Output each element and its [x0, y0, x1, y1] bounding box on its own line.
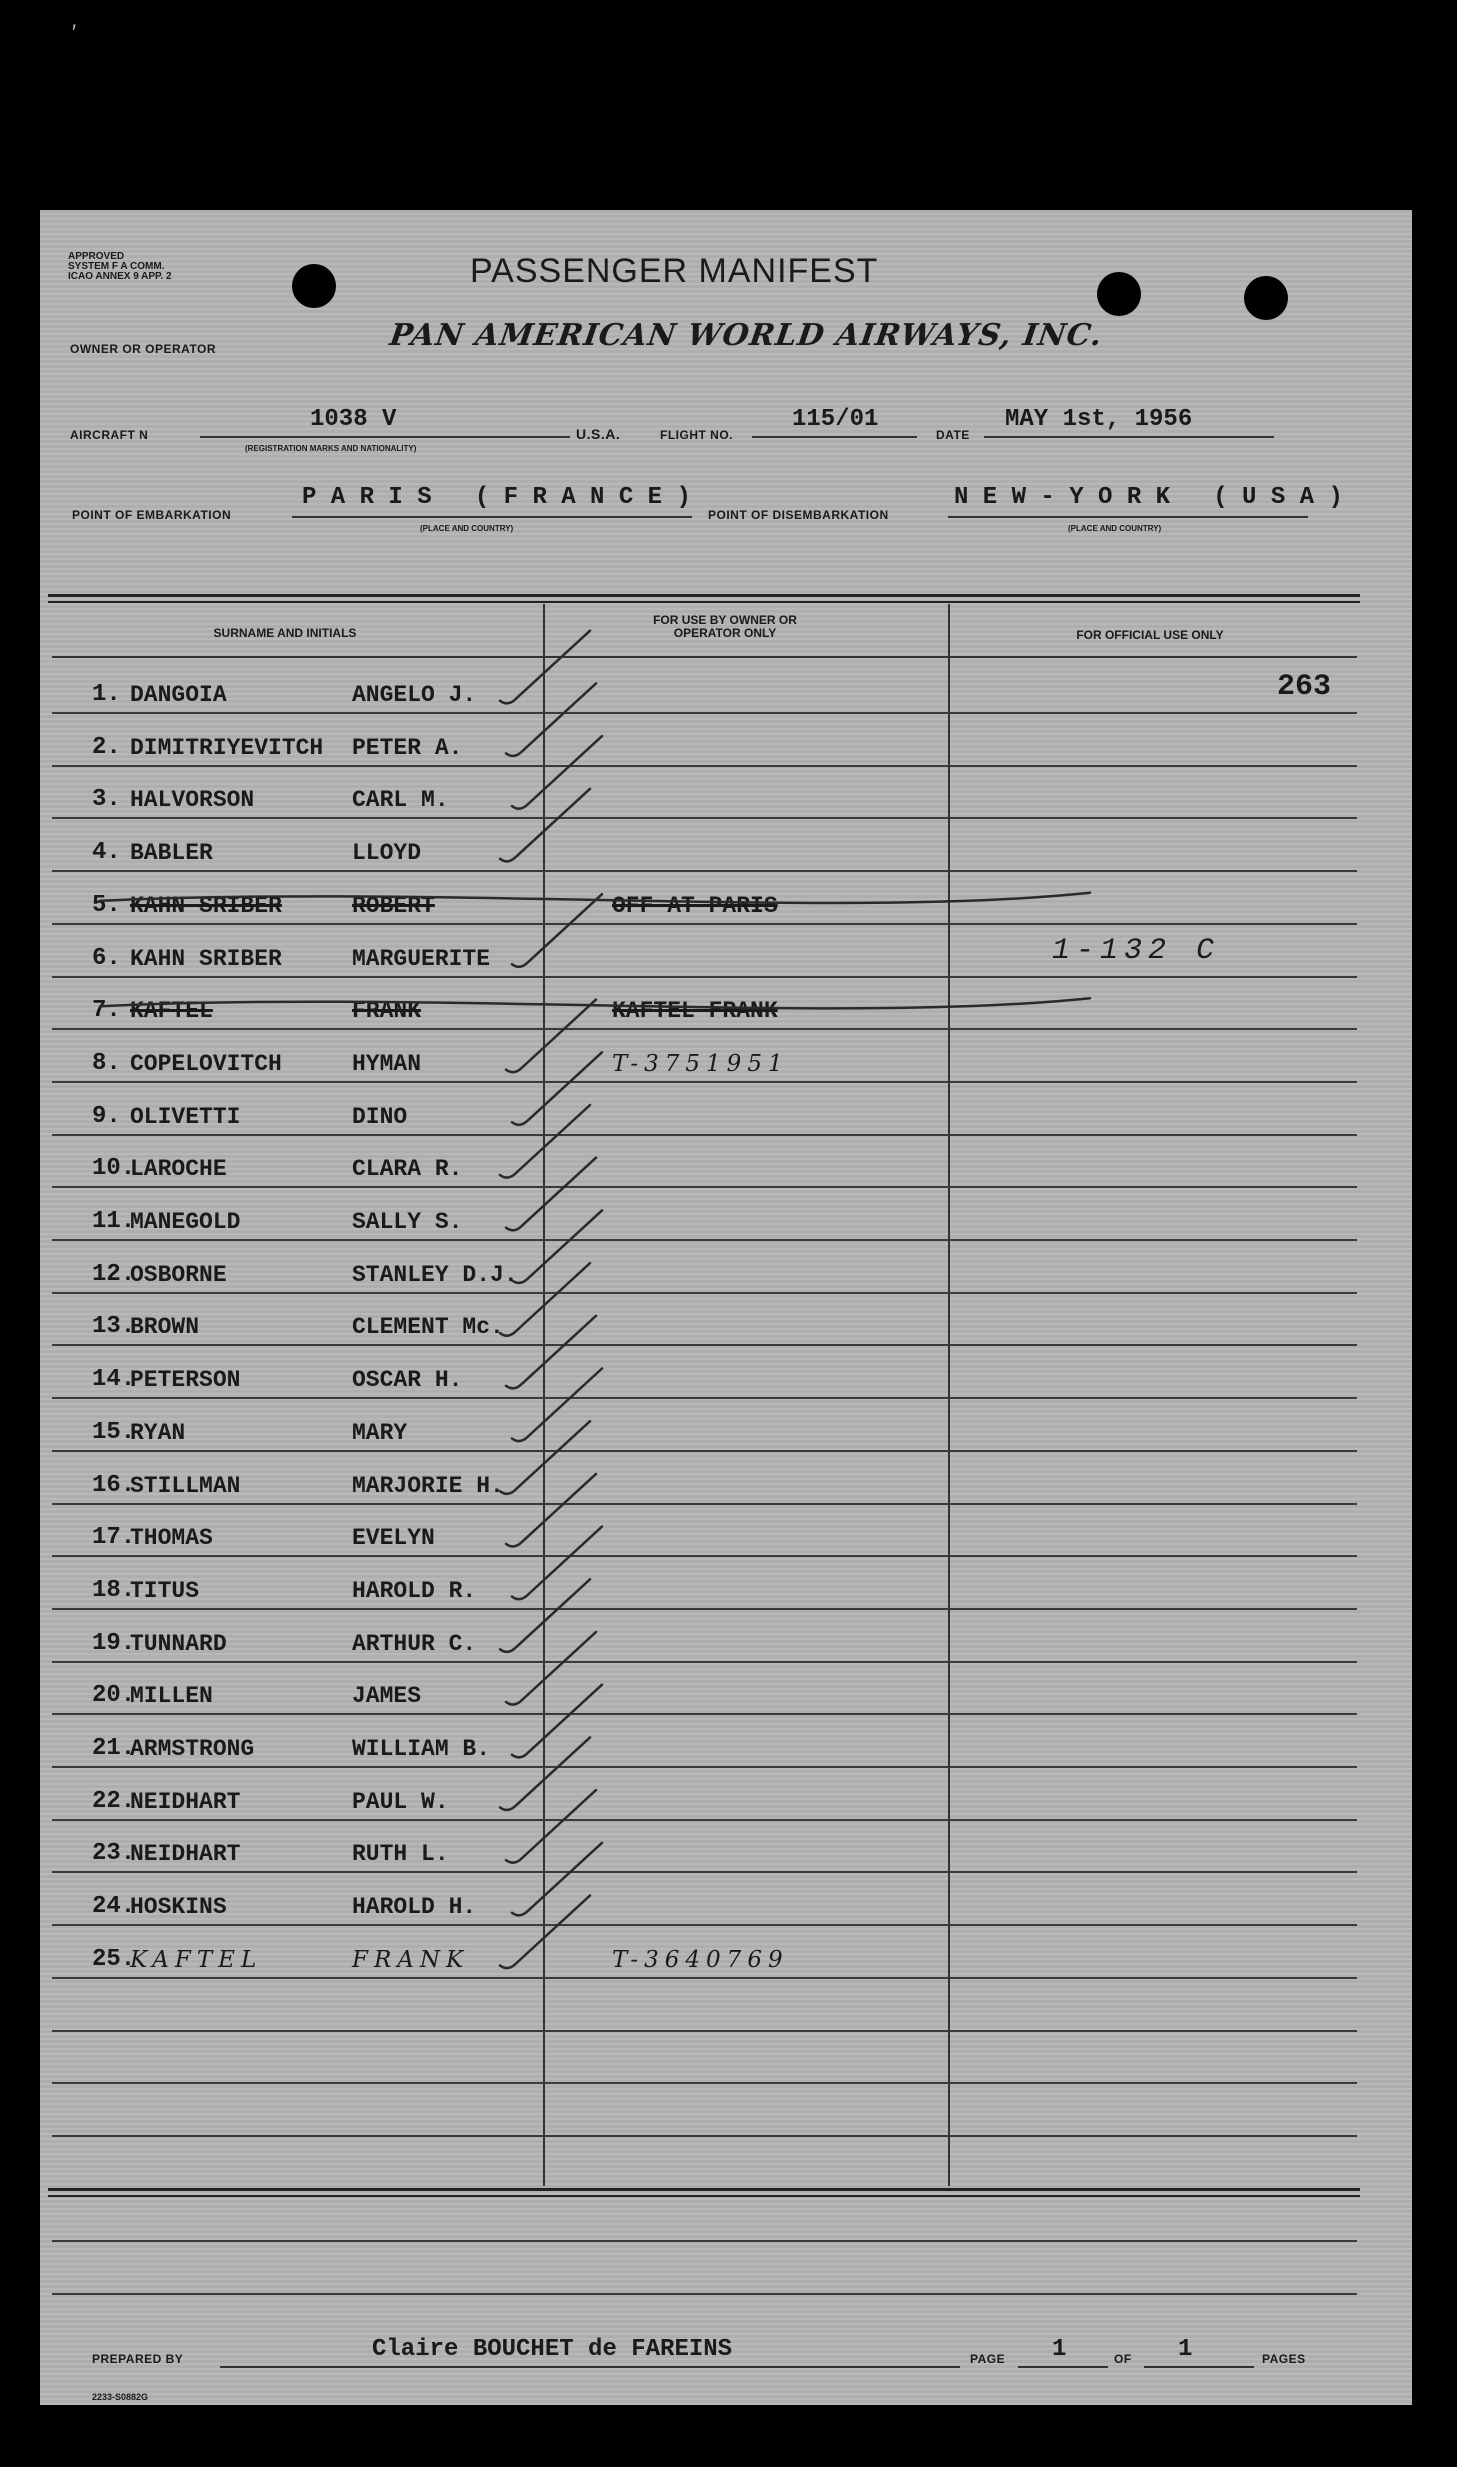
of-label: OF: [1114, 2352, 1132, 2366]
passenger-surname: BROWN: [130, 1314, 200, 1341]
row-number: 18.: [92, 1576, 136, 1604]
passenger-surname: MANEGOLD: [130, 1209, 241, 1235]
passenger-initials: STANLEY D.J.: [352, 1261, 518, 1288]
page-value: 1: [1052, 2336, 1067, 2363]
table-row: [52, 1240, 1357, 1294]
corner-mark: ′: [72, 20, 77, 45]
row-number: 20.: [92, 1682, 136, 1710]
table-row: [52, 2241, 1357, 2295]
row-number: 7.: [92, 997, 121, 1025]
passenger-surname: PETERSON: [130, 1367, 241, 1394]
page-label: PAGE: [970, 2352, 1006, 2366]
owner-use-note: OFF AT PARIS: [612, 892, 778, 919]
embarkation-value: P A R I S ( F R A N C E ): [302, 484, 691, 511]
disembarkation-line: [948, 516, 1308, 518]
form-number: 2233-S0882G: [92, 2392, 149, 2402]
approval-line: ICAO ANNEX 9 APP. 2: [68, 271, 172, 282]
passenger-initials: HAROLD R.: [352, 1577, 477, 1604]
passenger-surname: THOMAS: [130, 1525, 213, 1552]
column-header-owner-use: FOR USE BY OWNER OR OPERATOR ONLY: [653, 613, 797, 640]
table-row: [52, 2030, 1357, 2084]
passenger-initials: HYMAN: [352, 1050, 422, 1077]
row-number: 2.: [92, 733, 121, 761]
punch-hole-left: [292, 264, 336, 308]
aircraft-line: [200, 436, 570, 438]
row-number: 4.: [92, 839, 121, 867]
passenger-surname: NEIDHART: [130, 1788, 241, 1815]
passenger-surname: KAFTEL: [130, 1946, 263, 1973]
table-row: [52, 1082, 1357, 1136]
row-number: 24.: [92, 1893, 136, 1921]
passenger-surname: MILLEN: [130, 1683, 213, 1710]
passenger-initials: ANGELO J.: [352, 682, 477, 708]
row-number: 17.: [92, 1524, 136, 1552]
of-value: 1: [1178, 2336, 1193, 2363]
passenger-initials: MARY: [352, 1419, 408, 1446]
passenger-surname: OSBORNE: [130, 1261, 227, 1288]
passenger-initials: CLARA R.: [352, 1156, 463, 1183]
table-row: [52, 976, 1357, 1030]
passenger-initials: ROBERT: [352, 892, 435, 919]
date-value: MAY 1st, 1956: [1005, 406, 1193, 433]
passenger-surname: DANGOIA: [130, 682, 227, 708]
table-row: [52, 2136, 1357, 2190]
official-use-note: 263: [1277, 670, 1332, 704]
passenger-surname: TUNNARD: [130, 1630, 227, 1657]
passenger-initials: CLEMENT Mc.: [352, 1314, 504, 1341]
passenger-initials: EVELYN: [352, 1525, 435, 1552]
header-bottom-rule: [52, 656, 1357, 658]
table-row: [52, 1451, 1357, 1505]
passenger-initials: MARGUERITE: [352, 945, 491, 972]
table-row: [52, 713, 1357, 767]
of-line: [1144, 2366, 1254, 2368]
row-number: 6.: [92, 944, 121, 972]
passenger-surname: COPELOVITCH: [130, 1050, 282, 1077]
row-number: 21.: [92, 1735, 136, 1762]
column-header-official-use: FOR OFFICIAL USE ONLY: [1076, 628, 1224, 642]
row-number: 9.: [92, 1102, 121, 1130]
passenger-initials: HAROLD H.: [352, 1894, 477, 1921]
row-number: 22.: [92, 1787, 136, 1815]
passenger-surname: HALVORSON: [130, 787, 255, 814]
row-number: 3.: [92, 786, 121, 814]
passenger-initials: ARTHUR C.: [352, 1630, 477, 1657]
row-number: 12.: [92, 1260, 136, 1288]
date-line: [984, 436, 1274, 438]
table-row: [52, 660, 1357, 714]
table-row: [52, 1556, 1357, 1610]
passenger-surname: LAROCHE: [130, 1156, 227, 1183]
passenger-initials: WILLIAM B.: [352, 1736, 491, 1762]
passenger-initials: RUTH L.: [352, 1841, 449, 1868]
passenger-initials: DINO: [352, 1103, 408, 1130]
disembarkation-value: N E W - Y O R K ( U S A ): [954, 484, 1343, 511]
page-title: PASSENGER MANIFEST: [470, 252, 879, 290]
airline-name: PAN AMERICAN WORLD AIRWAYS, INC.: [387, 318, 1105, 353]
flight-value: 115/01: [792, 406, 879, 433]
row-number: 13.: [92, 1313, 136, 1341]
passenger-initials: JAMES: [352, 1683, 422, 1710]
passenger-surname: OLIVETTI: [130, 1103, 241, 1130]
passenger-surname: NEIDHART: [130, 1841, 241, 1868]
row-number: 1.: [92, 681, 121, 708]
aircraft-label: AIRCRAFT N: [70, 428, 149, 442]
passenger-initials: FRANK: [352, 1946, 470, 1973]
passenger-surname: ARMSTRONG: [130, 1736, 255, 1762]
table-row: [52, 1661, 1357, 1715]
pages-label: PAGES: [1262, 2352, 1306, 2366]
table-row: [52, 1925, 1357, 1979]
table-row: [52, 1187, 1357, 1241]
row-number: 19.: [92, 1629, 136, 1657]
prepared-by-value: Claire BOUCHET de FAREINS: [372, 2336, 733, 2363]
passenger-initials: CARL M.: [352, 787, 449, 814]
table-row: [52, 1714, 1357, 1768]
row-number: 14.: [92, 1366, 136, 1394]
passenger-initials: OSCAR H.: [352, 1367, 463, 1394]
passenger-initials: SALLY S.: [352, 1209, 463, 1235]
row-number: 23.: [92, 1840, 136, 1868]
table-row: [52, 871, 1357, 925]
punch-hole-right-1: [1097, 272, 1141, 316]
aircraft-value: 1038 V: [310, 406, 397, 433]
table-row: [52, 1503, 1357, 1557]
date-label: DATE: [936, 428, 970, 442]
owner-use-note: T-3751951: [612, 1050, 789, 1077]
row-number: 8.: [92, 1049, 121, 1077]
row-number: 5.: [92, 891, 121, 919]
passenger-surname: KAFTEL: [130, 998, 213, 1025]
passenger-initials: FRANK: [352, 998, 422, 1025]
owner-label: OWNER OR OPERATOR: [70, 342, 217, 356]
manifest-sheet: [40, 210, 1412, 2405]
table-row: [52, 1292, 1357, 1346]
prepared-by-label: PREPARED BY: [92, 2352, 184, 2366]
table-row: [52, 765, 1357, 819]
flight-label: FLIGHT NO.: [660, 428, 733, 442]
passenger-surname: KAHN SRIBER: [130, 892, 282, 919]
approval-line: APPROVED: [68, 251, 125, 262]
passenger-initials: MARJORIE H.: [352, 1472, 504, 1499]
table-row: [52, 1872, 1357, 1926]
row-number: 16.: [92, 1471, 136, 1499]
table-bottom-rule-2: [48, 2195, 1360, 2197]
owner-use-note: KAFTEL FRANK: [612, 998, 778, 1025]
embarkation-hint: (PLACE AND COUNTRY): [420, 524, 514, 533]
embarkation-line: [292, 516, 692, 518]
table-top-rule-2: [48, 601, 1360, 603]
table-top-rule: [48, 594, 1360, 597]
column-header-surname: SURNAME AND INITIALS: [213, 626, 357, 640]
punch-hole-right-2: [1244, 276, 1288, 320]
table-row: [52, 1398, 1357, 1452]
table-row: [52, 2083, 1357, 2137]
table-row: [52, 1978, 1357, 2032]
row-number: 25.: [92, 1945, 136, 1973]
flight-line: [752, 436, 917, 438]
prepared-by-line: [220, 2366, 960, 2368]
table-row: [52, 1134, 1357, 1188]
disembarkation-hint: (PLACE AND COUNTRY): [1068, 524, 1162, 533]
table-row: [52, 1609, 1357, 1663]
disembarkation-label: POINT OF DISEMBARKATION: [708, 508, 889, 522]
passenger-initials: PETER A.: [352, 734, 463, 761]
passenger-surname: KAHN SRIBER: [130, 945, 282, 972]
table-row: [52, 1345, 1357, 1399]
embarkation-label: POINT OF EMBARKATION: [72, 508, 232, 522]
passenger-surname: DIMITRIYEVITCH: [130, 734, 324, 761]
page-line: [1018, 2366, 1108, 2368]
row-number: 15.: [92, 1418, 136, 1446]
usa-label: U.S.A.: [576, 426, 621, 442]
approval-note: [68, 252, 248, 282]
approval-line: SYSTEM F A COMM.: [68, 261, 165, 272]
table-row: [52, 924, 1357, 978]
table-row: [52, 1767, 1357, 1821]
official-use-note: 1-132 C: [1052, 933, 1221, 968]
owner-use-note: T-3640769: [612, 1946, 789, 1973]
passenger-surname: RYAN: [130, 1419, 186, 1446]
passenger-surname: STILLMAN: [130, 1472, 241, 1499]
passenger-initials: LLOYD: [352, 840, 422, 867]
table-row: [52, 818, 1357, 872]
table-bottom-rule: [48, 2188, 1360, 2191]
table-row: [52, 1819, 1357, 1873]
passenger-surname: HOSKINS: [130, 1894, 227, 1921]
row-number: 10.: [92, 1155, 136, 1183]
passenger-surname: TITUS: [130, 1577, 200, 1604]
row-number: 11.: [92, 1208, 136, 1235]
aircraft-hint: (REGISTRATION MARKS AND NATIONALITY): [245, 444, 417, 453]
passenger-surname: BABLER: [130, 840, 213, 867]
table-row: [52, 1029, 1357, 1083]
passenger-initials: PAUL W.: [352, 1788, 449, 1815]
